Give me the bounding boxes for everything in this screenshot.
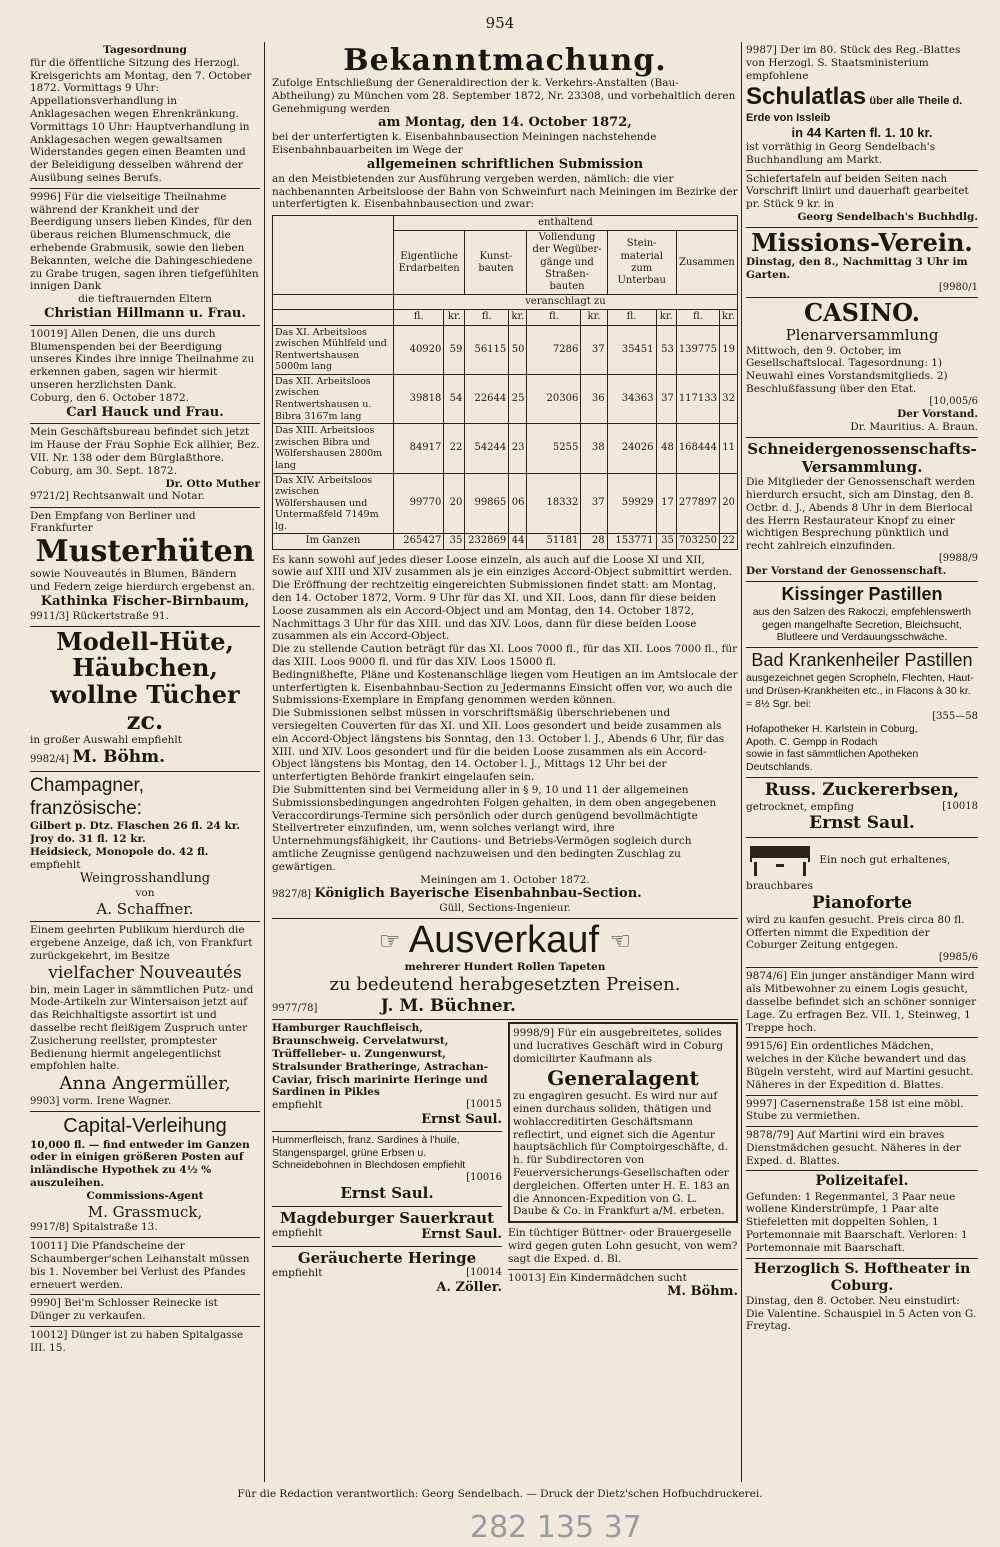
- ad-signature: Ernst Saul.: [421, 1226, 502, 1242]
- ad-signature: J. M. Büchner.: [380, 995, 516, 1016]
- announcement-submission: allgemeinen schriftlichen Submission: [366, 156, 644, 172]
- ad-body: 9915/6] Ein ordentliches Mädchen, welches in der Küche bewandert und das Bügeln versteht, wird auf Martini gesucht. Näheres in der Expedition d. Blattes.: [746, 1040, 974, 1091]
- table-header-row: [273, 295, 738, 310]
- ad-body: 9987] Der im 80. Stück des Reg.-Blattes von Herzogl. S. Staatsministerium empfohlene: [746, 44, 961, 82]
- ad-line: mehrerer Hundert Rollen Tapeten: [404, 960, 606, 973]
- announcement-date: am Montag, den 14. October 1872,: [378, 115, 632, 131]
- ad-note: vorm. Irene Wagner.: [62, 1095, 172, 1108]
- ad-signature: Der Vorstand der Genossenschaft.: [746, 565, 947, 578]
- ad-body: getrocknet, empfing: [746, 800, 854, 813]
- ad-ref: [10,005/6: [929, 395, 978, 407]
- ad-generalagent: [508, 1022, 738, 1223]
- ad-pfandscheine: [30, 1238, 260, 1295]
- ad-body: 10012] Dünger ist zu haben Spitalgasse III. 15.: [30, 1328, 244, 1354]
- table-cell: 117133: [676, 374, 719, 423]
- ad-price: in 44 Karten fl. 1. 10 kr.: [791, 125, 933, 141]
- ad-polizeitafel: [746, 1171, 978, 1258]
- table-column-header: Eigentliche Erdarbeiten: [393, 231, 464, 295]
- table-cell: 139775: [676, 325, 719, 374]
- ad-law-office: [30, 424, 260, 507]
- table-cell: 37: [656, 374, 676, 423]
- ad-body: Dinstag, den 8. October. Neu einstudirt: Die Valentine. Schauspiel in 5 Acten von G. Freytag.: [746, 1294, 977, 1333]
- ad-title: Kissinger Pastillen: [781, 583, 943, 604]
- ad-title: Missions-Verein.: [751, 227, 973, 257]
- ad-kindermaedchen: [508, 1270, 738, 1304]
- pointing-hand-right-icon: ☞: [378, 928, 401, 956]
- table-cell: 22644: [465, 374, 509, 423]
- table-group-header: enthaltend: [393, 216, 737, 231]
- ad-body: ist vorräthig in Georg Sendelbach's Buchhandlung am Markt.: [746, 140, 936, 166]
- table-row-label: Das XI. Arbeitsloos zwischen Mühlfeld und Rentwertshausen 5000m lang: [273, 325, 394, 374]
- table-cell: 59: [444, 325, 465, 374]
- ad-signature: Ernst Saul.: [421, 1111, 502, 1127]
- table-cell: 17: [656, 473, 676, 534]
- page-number: 954: [485, 14, 515, 32]
- ad-ref: 9911/3]: [30, 610, 70, 622]
- ad-signature: Der Vorstand.: [897, 407, 978, 420]
- ad-ref: [10014: [466, 1267, 502, 1279]
- ad-highlight: vielfacher Nouveautés: [48, 962, 242, 983]
- ad-thanks-hillmann: [30, 189, 260, 326]
- ad-body: aus den Salzen des Rakoczi, empfehlenswerth gegen mangelhafte Secretion, Bleichsucht, Blutleere und Verdauungsschwäche.: [752, 605, 972, 644]
- ad-title: Musterhüten: [35, 534, 255, 570]
- table-cell: 35: [656, 534, 676, 549]
- ad-capital: [30, 1112, 260, 1238]
- ad-line: Gilbert p. Dtz. Flaschen 26 fl. 24 kr.: [30, 820, 241, 833]
- table-cell: 18332: [527, 473, 581, 534]
- table-header-empty: [273, 310, 394, 325]
- ad-signature: Apoth. C. Gempp in Rodach: [746, 735, 878, 748]
- table-row-label: Das XIV. Arbeitsloos zwischen Wölfershausen und Untermaßfeld 7149m lg.: [273, 473, 394, 534]
- announcement-paragraph: Es kann sowohl auf jedes dieser Loose einzeln, als auch auf die Loose XI und XII, sowie auf XIII und XIV zusammen als je ein einziges Accord-Object submittirt werden.: [272, 553, 733, 579]
- table-cell: 54: [444, 374, 465, 423]
- table-total-row: [273, 534, 738, 549]
- piano-icon: [746, 840, 816, 880]
- table-row: [273, 424, 738, 473]
- ad-title: Polizeitafel.: [815, 1173, 909, 1190]
- ad-body: Dinstag, den 8., Nachmittag 3 Uhr im Garten.: [746, 256, 968, 281]
- table-cell: 37: [581, 325, 607, 374]
- ad-kissinger: [746, 582, 978, 648]
- ad-signature: Carl Hauck und Frau.: [66, 404, 224, 420]
- table-cell: 19: [720, 325, 738, 374]
- ad-signature: A. Zöller.: [436, 1279, 502, 1295]
- table-cell: 56115: [465, 325, 509, 374]
- ad-place: Coburg, den 6. October 1872.: [30, 391, 190, 404]
- ad-body: zu engagiren gesucht. Es wird nur auf einen durchaus soliden, thätigen und wohlaccreditirten Geschäftsmann reflectirt, und eignet sich die Agentur hauptsächlich für Comptoirgeschäfte, d. h. für Subdirectoren von Feuerversicherungs-Gesellschaften oder dergleichen. Offerten unter H. E. 183 an die Annoncen-Expedition von G. L. Daube & Co. in Frankfurt a/M. erbeten.: [513, 1090, 730, 1218]
- ad-title: Russ. Zuckererbsen,: [764, 779, 960, 800]
- announcement-official: Güll, Sections-Ingenieur.: [439, 902, 571, 915]
- ad-title: Schneidergenossenschafts-Versammlung.: [747, 439, 977, 476]
- ad-signature: Ernst Saul.: [809, 813, 915, 834]
- ad-body: bin, mein Lager in sämmtlichen Putz- und Mode-Artikeln zur Wintersaison jetzt auf das Reichhaltigste assortirt ist und dasselbe recht fleißigem Zuspruch unter Zusicherung reellster, promptester Bedienung hiermit angelegentlichst empfohlen halte.: [30, 983, 254, 1073]
- announcement-paragraph: Die Submittenten sind bei Vermeidung aller in § 9, 10 und 11 der allgemeinen Submissionsbedingungen angedrohten Folgen gehalten, in dem oben angegebenen Veraccordirungs-Termine sich persönlich oder durch genügend bevollmächtigte Stellvertreter einzufinden, um, wenn solches verlangt wird, ihre Unternehmungsfähigkeit, ihr Cautions- und Betriebs-Vermögen sogleich durch amtliche Zeugnisse genügend nachzuweisen und den bedingten Zuschlag zu gewärtigen.: [272, 783, 717, 873]
- ad-body: 9996] Für die vielseitige Theilnahme während der Krankheit und der Beerdigung unsers lieben Kindes, für den überaus reichen Blumenschmuck, die erhebende Grabmusik, sowie den lieben Bekannten, welche die Dahingeschiedene zu Grabe trugen, sagen ihren tiefgefühlten innigen Dank: [30, 190, 259, 293]
- ad-duenger-spital: [30, 1327, 260, 1358]
- table-row-label: Das XIII. Arbeitsloos zwischen Bibra und Wölfershausen 2800m lang: [273, 424, 394, 473]
- ad-body: 10019] Allen Denen, die uns durch Blumenspenden bei der Beerdigung unseres Kindes ihre innige Theilnahme zu erkennen gaben, sagen wir hiermit unseren herzlichsten Dank.: [30, 327, 255, 391]
- ad-signature: A. Schaffner.: [96, 900, 194, 919]
- table-cell: 277897: [676, 473, 719, 534]
- table-row-label: Im Ganzen: [273, 534, 394, 549]
- ad-title: Herzoglich S. Hoftheater in Coburg.: [753, 1260, 971, 1294]
- table-unit: kr.: [509, 310, 527, 325]
- table-cell: 32: [720, 374, 738, 423]
- ad-hummer: [272, 1132, 502, 1207]
- ad-line: empfiehlt: [30, 858, 81, 871]
- ad-title: Tagesordnung: [103, 44, 187, 56]
- table-row: [273, 473, 738, 534]
- announcement-paragraph: Die Submissionen selbst müssen in vorschriftsmäßig überschriebenen und versiegelten Couverten für das XI. und XII. Loos gesondert und beide zusammen als ein Accord-Object längstens bis Sonntag, den 13. October l. J., Abends 6 Uhr, für das XIII. und XIV. Loos gesondert und für die beiden Loose zusammen als ein Accord-Object längstens bis Montag, den 14. October l. J., Mittags 12 Uhr bei der unterfertigten Behörde frankirt eingelaufen sein.: [272, 707, 725, 784]
- ad-signature: Dr. Mauritius. A. Braun.: [850, 420, 978, 433]
- ad-ref: 9977/78]: [272, 1002, 318, 1014]
- table-column-header: Vollendung der Wegüber-gänge und Straßen-bauten: [527, 231, 607, 295]
- table-cell: 35451: [607, 325, 656, 374]
- table-cell: 44: [509, 534, 527, 549]
- ad-body: 9874/6] Ein junger anständiger Mann wird als Mitbewohner zu einem Logis gesucht, dasselbe befindet sich an schöner sonniger Lage. Zu erfragen Bez. VII. 1, Steinweg, 1 Treppe hoch.: [746, 970, 977, 1034]
- table-cell: 232869: [465, 534, 509, 549]
- ad-place: Coburg, am 30. Sept. 1872.: [30, 464, 177, 477]
- announcement-ref: 9827/8]: [272, 889, 312, 901]
- table-cell: 39818: [393, 374, 444, 423]
- ad-schneider: [746, 438, 978, 582]
- ad-body: sowie in fast sämmtlichen Apotheken Deutschlands.: [746, 748, 919, 774]
- ad-subtitle: über alle Theile d. Erde von Issleib: [746, 95, 963, 124]
- ad-angermueller: [30, 922, 260, 1112]
- ad-split-row: [272, 1020, 738, 1303]
- ad-signature: Kathinka Fischer-Birnbaum,: [40, 593, 250, 609]
- table-row-label: Das XII. Arbeitsloos zwischen Rentwertshausen u. Bibra 3167m lang: [273, 374, 394, 423]
- table-cell: 48: [656, 424, 676, 473]
- table-unit: kr.: [656, 310, 676, 325]
- table-column-header: Zusammen: [676, 231, 737, 295]
- table-unit: kr.: [581, 310, 607, 325]
- ad-title: Bad Krankenheiler Pastillen: [751, 650, 973, 671]
- ad-address: Spitalstraße 13.: [72, 1220, 158, 1233]
- announcement-bekanntmachung: [272, 42, 738, 919]
- ad-body: ausgezeichnet gegen Scropheln, Flechten, Haut- und Drüsen-Krankheiten etc., in Flacons à 30 kr. = 8½ Sgr. bei:: [746, 672, 974, 710]
- table-cell: 59929: [607, 473, 656, 534]
- table-row: [273, 325, 738, 374]
- table-header-empty: [273, 295, 394, 310]
- ad-signature: Georg Sendelbach's Buchhdlg.: [797, 210, 978, 223]
- ad-hoftheater: [746, 1259, 978, 1337]
- column-right: [746, 42, 978, 1336]
- table-cell: 24026: [607, 424, 656, 473]
- ad-buettner: [508, 1225, 738, 1269]
- announcement-title: Bekanntmachung.: [343, 43, 667, 78]
- ad-subtitle: Plenarversammlung: [785, 326, 939, 345]
- ad-body: 9878/79] Auf Martini wird ein braves Dienstmädchen gesucht. Näheres in der Exped. d. Blattes.: [746, 1129, 961, 1167]
- ad-role: Rechtsanwalt und Notar.: [72, 490, 205, 503]
- column-rule-left: [264, 42, 265, 1482]
- ad-title: Generalagent: [547, 1065, 699, 1090]
- announcement-paragraph: Die Eröffnung der rechtzeitig eingereichten Submissionen findet statt: am Montag, den 14. October 1872, Vorm. 9 Uhr für das XI. und XII. Loos, dann für diese beiden Loose zusammen als ein Accord-Object und am Montag, den 14. October 1872, Nachmittags 3 Uhr für das XIII. und das XIV. Loos, dann für diese beiden Loose zusammen als ein Accord-Object.: [272, 579, 717, 643]
- announcement-paragraph: Bedingnißhefte, Pläne und Kostenanschläge liegen vom Heutigen an im Amtslocale der unterfertigten k. Eisenbahnbau-Section zu Jedermanns Einsicht offen vor, wo auch die Submissions-Exemplare in Empfang genommen werden können.: [272, 668, 738, 707]
- ad-ref: [9988/9: [938, 552, 978, 564]
- table-column-header: Stein-material zum Unterbau: [607, 231, 676, 295]
- ad-signature: Dr. Otto Muther: [165, 477, 260, 490]
- ad-thanks-hauck: [30, 326, 260, 425]
- table-cell: 703250: [676, 534, 719, 549]
- ad-title: Geräucherte Heringe: [297, 1248, 477, 1267]
- table-cell: 5255: [527, 424, 581, 473]
- announcement-intro: an den Meistbietenden zur Ausführung vergeben werden, nämlich: die vier nachbenannten Arbeitsloose der Bahn von Schweinfurt nach Meiningen im Bezirke der unterfertigten k. Eisenbahnbausection und zwar:: [272, 172, 738, 211]
- table-unit: fl.: [393, 310, 444, 325]
- ad-modell-huete: [30, 627, 260, 772]
- ad-signature: Ernst Saul.: [340, 1184, 434, 1203]
- table-cell: 22: [720, 534, 738, 549]
- table-cell: 20: [720, 473, 738, 534]
- ad-delicatessen: [272, 1020, 502, 1131]
- ad-title: Magdeburger Sauerkraut: [279, 1208, 495, 1227]
- ad-body: Mittwoch, den 9. October, im Gesellschaftslocal. Tagesordnung: 1) Neuwahl eines Vorstandsmitglieds. 2) Beschlußfassung über den Etat.: [746, 344, 948, 395]
- ad-line: Jroy do. 31 fl. 12 kr.: [30, 833, 146, 846]
- ad-address: Rückertstraße 91.: [72, 609, 169, 622]
- table-column-header: Kunst-bauten: [465, 231, 527, 295]
- table-cell: 38: [581, 424, 607, 473]
- ad-body: Einem geehrten Publikum hierdurch die ergebene Anzeige, daß ich, von Frankfurt zurückgekehrt, im Besitze: [30, 924, 253, 963]
- ad-empf: empfiehlt: [272, 1099, 323, 1112]
- ad-missions-verein: [746, 228, 978, 298]
- ad-body: Die Mitglieder der Genossenschaft werden hierdurch ersucht, sich am Dinstag, den 8. Octbr. d. J., Abends 8 Uhr in dem Bierlocal des Herrn Restaurateur Knopf zu einer wichtigen Besprechung pünktlich und recht zahlreich einzufinden.: [746, 476, 975, 553]
- ad-body: für die öffentliche Sitzung des Herzogl. Kreisgerichts am Montag, den 7. October 1872. Vormittags 9 Uhr: Appellationsverhandlung in Anklagesachen wegen Ehrenkränkung. Vormittags 10 Uhr: Hauptverhandlung in Anklagesachen wegen gewaltsamen Widerstandes gegen einen Beamten und der Beleidigung desselben während der Ausübung seines Berufs.: [30, 56, 252, 184]
- ad-body: Gefunden: 1 Regenmantel, 3 Paar neue wollene Kinderstrümpfe, 1 Paar alte Stiefeletten mit doppelten Sohlen, 1 Portemonnaie mit Baarschaft. Verloren: 1 Portemonnaie mit Baarschaft.: [746, 1190, 968, 1254]
- ad-signature: Anna Angermüller,: [59, 1073, 231, 1095]
- ad-split-right: [508, 1020, 738, 1303]
- table-unit: kr.: [720, 310, 738, 325]
- ad-body: Hummerfleisch, franz. Sardines à l'huile, Stangenspargel, grüne Erbsen u. Schneidebohnen in Blechdosen empfiehlt: [272, 1133, 466, 1172]
- ad-dienstmaedchen: [746, 1127, 978, 1171]
- ad-schiefertafeln: [746, 171, 978, 228]
- ad-sauerkraut: [272, 1207, 502, 1247]
- table-cell: 51181: [527, 534, 581, 549]
- ad-ref: [10016: [466, 1172, 502, 1184]
- table-cell: 06: [509, 473, 527, 534]
- ad-signature: Christian Hillmann u. Frau.: [44, 305, 246, 321]
- ad-title: Champagner, französische:: [30, 774, 145, 820]
- ad-signature: M. Grassmuck,: [87, 1202, 203, 1221]
- table-cell: 20306: [527, 374, 581, 423]
- ad-signature: Hofapotheker H. Karlstein in Coburg,: [746, 722, 918, 735]
- table-cell: 99865: [465, 473, 509, 534]
- announcement-office: Königlich Bayerische Eisenbahnbau-Section.: [314, 886, 642, 902]
- imprint-footer: Für die Redaction verantwortlich: Georg Sendelbach. — Druck der Dietz'schen Hofbuchdruckerei.: [237, 1488, 763, 1500]
- ad-signature: M. Böhm.: [667, 1284, 738, 1300]
- ad-zuckererbsen: [746, 778, 978, 838]
- table-cell: 7286: [527, 325, 581, 374]
- column-center: [272, 42, 738, 1303]
- ad-title: Modell-Hüte,: [56, 626, 234, 656]
- table-cell: 153771: [607, 534, 656, 549]
- table-cell: 84917: [393, 424, 444, 473]
- ad-title: Pianoforte: [811, 893, 913, 914]
- ad-ref: [10018: [942, 800, 978, 812]
- table-cell: 168444: [676, 424, 719, 473]
- ad-title: Häubchen,: [72, 653, 218, 683]
- ad-body: 10,000 fl. — find entweder im Ganzen oder in einigen größeren Posten auf inländische Hypothek zu 4½ % auszuleihen.: [30, 1138, 250, 1190]
- table-cell: 54244: [465, 424, 509, 473]
- pointing-hand-left-icon: ☜: [609, 928, 632, 956]
- table-cell: 28: [581, 534, 607, 549]
- table-cell: 36: [581, 374, 607, 423]
- table-veranschlagt: veranschlagt zu: [393, 295, 737, 310]
- announcement-paragraph: Die zu stellende Caution beträgt für das XI. Loos 7000 fl., für das XII. Loos 7000 fl., für das XIII. Loos 9000 fl. und für das XIV. Loos 15000 fl.: [272, 643, 738, 668]
- ad-body: Hamburger Rauchfleisch, Braunschweig. Cervelatwurst, Trüffelleber- u. Zungenwurst, Stralsunder Bratheringe, Astrachan-Caviar, frisch marinirte Heringe und Sardinen in Pikles: [272, 1022, 489, 1099]
- column-rule-right: [741, 42, 742, 1482]
- table-unit: fl.: [465, 310, 509, 325]
- ad-ref: [355—58: [932, 710, 978, 722]
- ad-body: 10013] Ein Kindermädchen sucht: [508, 1271, 687, 1284]
- ad-ref: [9985/6: [938, 952, 978, 964]
- ad-court-agenda: [30, 42, 260, 189]
- ad-casino: [746, 298, 978, 438]
- table-unit: kr.: [444, 310, 465, 325]
- announcement-place: Meiningen am 1. October 1872.: [420, 873, 590, 886]
- ad-schulatlas: [746, 42, 978, 171]
- ad-ref: 9721/2]: [30, 491, 70, 503]
- ad-maedchen: [746, 1038, 978, 1095]
- ad-split-left: [272, 1020, 502, 1303]
- table-cell: 99770: [393, 473, 444, 534]
- ad-signature: die tieftrauernden Eltern: [78, 293, 212, 306]
- ad-ausverkauf: [272, 919, 738, 1020]
- table-cell: 265427: [393, 534, 444, 549]
- table-cell: 25: [509, 374, 527, 423]
- ad-agent: Commissions-Agent: [86, 1189, 204, 1202]
- table-header-row: [273, 216, 738, 231]
- ad-pianoforte: [746, 838, 978, 968]
- ad-line: Heidsieck, Monopole do. 42 fl.: [30, 845, 209, 858]
- announcement-intro: Zufolge Entschließung der Generaldirection der k. Verkehrs-Anstalten (Bau-Abtheilung) zu München vom 28. September 1872, Nr. 23308, und vorbehaltlich deren Genehmigung werden: [272, 77, 736, 115]
- table-cell: 37: [581, 473, 607, 534]
- ad-stube: [746, 1096, 978, 1128]
- ad-ref: 9903]: [30, 1096, 60, 1108]
- table-header-empty: [273, 216, 394, 295]
- ad-body: 9997] Casernenstraße 158 ist eine möbl. Stube zu vermiethen.: [746, 1097, 964, 1123]
- cost-table: [272, 215, 738, 550]
- table-cell: 53: [656, 325, 676, 374]
- ad-body: Schiefertafeln auf beiden Seiten nach Vorschrift liniirt und dauerhaft gearbeitet pr. Stück 9 kr. in: [746, 172, 969, 211]
- ad-empf: empfiehlt: [272, 1267, 323, 1280]
- table-unit: fl.: [676, 310, 719, 325]
- ad-ref: 9917/8]: [30, 1221, 70, 1233]
- ad-champagner: [30, 772, 260, 922]
- column-left: [30, 42, 260, 1358]
- table-cell: 23: [509, 424, 527, 473]
- table-cell: 34363: [607, 374, 656, 423]
- ad-body: 9998/9] Für ein ausgebreitetes, solides und lucratives Geschäft wird in Coburg domicilirter Kaufmann als: [513, 1027, 724, 1065]
- ad-krankenheiler: [746, 648, 978, 778]
- ad-von: von: [135, 887, 155, 900]
- ad-body: 9990] Bei'm Schlosser Reinecke ist Dünger zu verkaufen.: [30, 1297, 218, 1323]
- ad-ref: [10015: [466, 1099, 502, 1111]
- ad-intro: Den Empfang von Berliner und Frankfurter: [30, 509, 196, 535]
- table-cell: 22: [444, 424, 465, 473]
- ad-body: wird zu kaufen gesucht. Preis circa 80 fl. Offerten nimmt die Expedition der Coburger Zeitung entgegen.: [746, 913, 965, 952]
- ad-musterhueten: [30, 508, 260, 627]
- ad-heringe: [272, 1247, 502, 1299]
- ad-title: CASINO.: [803, 297, 921, 327]
- ad-duenger-reinecke: [30, 1295, 260, 1327]
- ad-title: wollne Tücher zc.: [50, 679, 240, 736]
- table-cell: 50: [509, 325, 527, 374]
- ad-title: Ausverkauf: [408, 918, 599, 961]
- table-row: [273, 374, 738, 423]
- ad-body: sowie Nouveautés in Blumen, Bändern und Federn zeige hierdurch ergebenst an.: [30, 568, 255, 593]
- ad-ref: [9980/1: [938, 281, 978, 293]
- table-cell: 11: [720, 424, 738, 473]
- ad-title: Schulatlas: [746, 83, 867, 111]
- ad-line: zu bedeutend herabgesetzten Preisen.: [329, 973, 681, 995]
- ad-signature: M. Böhm.: [72, 747, 166, 768]
- table-units-row: [273, 310, 738, 325]
- table-cell: 20: [444, 473, 465, 534]
- table-unit: fl.: [527, 310, 581, 325]
- ad-body: in großer Auswahl empfiehlt: [30, 734, 182, 747]
- ad-body: Ein noch gut erhaltenes, brauchbares: [746, 854, 951, 893]
- ad-body: Ein tüchtiger Büttner- oder Brauergeselle wird gegen guten Lohn gesucht, von wem? sagt die Exped. d. Bl.: [508, 1227, 738, 1265]
- ad-empf: empfiehlt: [272, 1226, 323, 1239]
- pencil-annotation: 282 135 37: [470, 1510, 642, 1545]
- table-cell: 40920: [393, 325, 444, 374]
- ad-title: Capital-Verleihung: [63, 1115, 227, 1138]
- ad-body: Mein Geschäftsbureau befindet sich jetzt im Hause der Frau Sophie Eck allhier, Bez. VII. Nr. 138 oder dem Bürglaßthore.: [30, 426, 260, 465]
- table-unit: fl.: [607, 310, 656, 325]
- ad-mitbewohner: [746, 968, 978, 1038]
- ad-body: 10011] Die Pfandscheine der Schaumberger'schen Leihanstalt müssen bis 1. November bei Verlust des Pfandes erneuert werden.: [30, 1240, 250, 1291]
- announcement-intro: bei der unterfertigten k. Eisenbahnbausection Meiningen nachstehende Eisenbahnbauarbeiten im Wege der: [272, 131, 657, 157]
- ad-firm: Weingrosshandlung: [79, 871, 211, 887]
- ad-ref: 9982/4]: [30, 754, 70, 766]
- table-cell: 35: [444, 534, 465, 549]
